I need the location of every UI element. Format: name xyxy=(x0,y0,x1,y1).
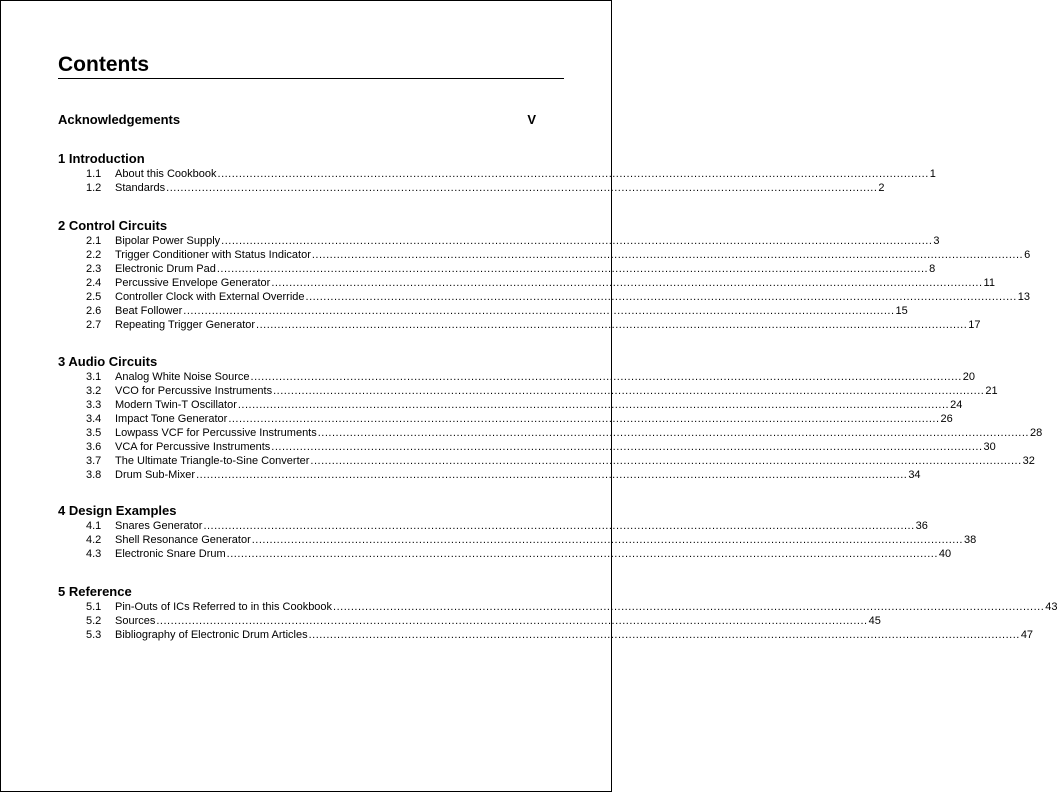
toc-entry[interactable] xyxy=(86,426,1043,440)
entry-text: Percussive Envelope Generator xyxy=(115,277,271,289)
toc-entry[interactable] xyxy=(86,181,885,195)
entry-page: 11 xyxy=(983,277,995,289)
entry-page: 21 xyxy=(985,385,998,397)
dot-leader: ........................................................................................................................................................................................................ xyxy=(196,469,908,481)
entry-page: 1 xyxy=(929,168,936,180)
entry-number: 4.3 xyxy=(86,548,102,560)
dot-leader: ........................................................................................................................................................................................................ xyxy=(311,249,1024,261)
dot-leader: ........................................................................................................................................................................................................ xyxy=(308,629,1020,641)
entry-number: 5.3 xyxy=(86,629,102,641)
entry-page: 6 xyxy=(1024,249,1031,261)
dot-leader: ........................................................................................................................................................................................................ xyxy=(183,305,895,317)
entry-number: 2.4 xyxy=(86,277,102,289)
entry-page: 47 xyxy=(1020,629,1034,641)
toc-entry[interactable] xyxy=(86,384,998,398)
entry-text: Sources xyxy=(115,615,156,627)
toc-entry[interactable] xyxy=(86,533,977,547)
dot-leader: ........................................................................................................................................................................................................ xyxy=(216,263,929,275)
entry-number: 3.2 xyxy=(86,385,102,397)
toc-entry[interactable] xyxy=(86,440,996,454)
dot-leader: ........................................................................................................................................................................................................ xyxy=(237,399,950,411)
entry-text: Shell Resonance Generator xyxy=(115,534,251,546)
entry-text: Bibliography of Electronic Drum Articles xyxy=(115,629,308,641)
entry-page: 30 xyxy=(983,441,996,453)
toc-entry[interactable] xyxy=(86,234,940,248)
toc-entry[interactable] xyxy=(86,628,1034,642)
entry-number: 3.8 xyxy=(86,469,102,481)
entry-text: Controller Clock with External Override xyxy=(115,291,305,303)
dot-leader: ........................................................................................................................................................................................................ xyxy=(203,520,915,532)
entry-page: 43 xyxy=(1045,601,1058,613)
toc-entry[interactable] xyxy=(86,547,952,561)
entry-number: 3.3 xyxy=(86,399,102,411)
entry-number: 3.6 xyxy=(86,441,102,453)
title-divider xyxy=(58,78,564,79)
toc-entry[interactable] xyxy=(86,454,1035,468)
chapter-title[interactable]: 2 Control Circuits xyxy=(58,218,168,233)
entry-number: 5.1 xyxy=(86,601,102,613)
entry-text: VCO for Percussive Instruments xyxy=(115,385,273,397)
page-title: Contents xyxy=(58,53,149,76)
dot-leader: ........................................................................................................................................................................................................ xyxy=(166,182,878,194)
entry-number: 4.2 xyxy=(86,534,102,546)
entry-text: Analog White Noise Source xyxy=(115,371,250,383)
acknowledgements-label: Acknowledgements xyxy=(58,112,181,127)
entry-text: Trigger Conditioner with Status Indicator xyxy=(115,249,311,261)
dot-leader: ........................................................................................................................................................................................................ xyxy=(217,168,929,180)
toc-entry[interactable] xyxy=(86,519,928,533)
entry-page: 8 xyxy=(929,263,936,275)
entry-number: 3.4 xyxy=(86,413,102,425)
entry-page: 38 xyxy=(963,534,977,546)
acknowledgements-page: V xyxy=(527,112,536,127)
chapter-title[interactable]: 5 Reference xyxy=(58,584,132,599)
toc-entry[interactable] xyxy=(86,248,1031,262)
dot-leader: ........................................................................................................................................................................................................ xyxy=(221,235,933,247)
dot-leader: ........................................................................................................................................................................................................ xyxy=(228,413,940,425)
entry-page: 13 xyxy=(1017,291,1030,303)
toc-entry[interactable] xyxy=(86,412,953,426)
dot-leader: ........................................................................................................................................................................................................ xyxy=(226,548,938,560)
entry-page: 26 xyxy=(940,413,953,425)
entry-text: Drum Sub-Mixer xyxy=(115,469,196,481)
dot-leader: ........................................................................................................................................................................................................ xyxy=(250,371,962,383)
toc-entry[interactable] xyxy=(86,167,936,181)
entry-text: Repeating Trigger Generator xyxy=(115,319,256,331)
entry-page: 2 xyxy=(878,182,885,194)
entry-page: 34 xyxy=(908,469,921,481)
toc-entry[interactable] xyxy=(86,276,995,290)
dot-leader: ........................................................................................................................................................................................................ xyxy=(271,441,983,453)
toc-entry[interactable] xyxy=(86,398,963,412)
entry-number: 3.7 xyxy=(86,455,102,467)
dot-leader: ........................................................................................................................................................................................................ xyxy=(251,534,963,546)
entry-text: VCA for Percussive Instruments xyxy=(115,441,271,453)
toc-entry[interactable] xyxy=(86,290,1030,304)
entry-page: 15 xyxy=(895,305,908,317)
entry-number: 2.7 xyxy=(86,319,102,331)
entry-number: 2.1 xyxy=(86,235,102,247)
entry-page: 40 xyxy=(938,548,952,560)
entry-text: Electronic Drum Pad xyxy=(115,263,216,275)
dot-leader: ........................................................................................................................................................................................................ xyxy=(333,601,1045,613)
entry-page: 20 xyxy=(962,371,975,383)
entry-number: 2.6 xyxy=(86,305,102,317)
entry-number: 3.5 xyxy=(86,427,102,439)
entry-number: 2.2 xyxy=(86,249,102,261)
entry-text: About this Cookbook xyxy=(115,168,217,180)
toc-entry[interactable] xyxy=(86,370,975,384)
toc-entry[interactable] xyxy=(86,318,981,332)
dot-leader: ........................................................................................................................................................................................................ xyxy=(271,277,983,289)
entry-text: Beat Follower xyxy=(115,305,183,317)
chapter-title[interactable]: 1 Introduction xyxy=(58,151,145,166)
toc-chapter xyxy=(58,584,1058,642)
toc-acknowledgements[interactable] xyxy=(58,112,536,127)
dot-leader: ........................................................................................................................................................................................................ xyxy=(273,385,985,397)
entry-page: 17 xyxy=(968,319,981,331)
entry-text: Impact Tone Generator xyxy=(115,413,228,425)
toc-entry[interactable] xyxy=(86,304,908,318)
entry-page: 3 xyxy=(933,235,940,247)
chapter-title[interactable]: 4 Design Examples xyxy=(58,503,177,518)
dot-leader: ........................................................................................................................................................................................................ xyxy=(310,455,1022,467)
toc-chapter xyxy=(58,503,977,561)
entry-text: Lowpass VCF for Percussive Instruments xyxy=(115,427,317,439)
entry-number: 2.5 xyxy=(86,291,102,303)
entry-text: Modern Twin-T Oscillator xyxy=(115,399,237,411)
entry-number: 3.1 xyxy=(86,371,102,383)
toc-chapter xyxy=(58,354,1043,482)
entry-text: Snares Generator xyxy=(115,520,203,532)
toc-entry[interactable] xyxy=(86,600,1058,614)
dot-leader: ........................................................................................................................................................................................................ xyxy=(305,291,1017,303)
entry-text: Pin-Outs of ICs Referred to in this Cookbook xyxy=(115,601,333,613)
toc-chapter xyxy=(58,151,936,195)
toc-entry[interactable] xyxy=(86,614,881,628)
entry-number: 4.1 xyxy=(86,520,102,532)
entry-page: 36 xyxy=(915,520,928,532)
entry-page: 45 xyxy=(868,615,881,627)
entry-number: 5.2 xyxy=(86,615,102,627)
entry-page: 24 xyxy=(950,399,963,411)
entry-number: 1.1 xyxy=(86,168,102,180)
toc-entry[interactable] xyxy=(86,262,936,276)
entry-page: 32 xyxy=(1022,455,1035,467)
entry-page: 28 xyxy=(1029,427,1043,439)
chapter-title[interactable]: 3 Audio Circuits xyxy=(58,354,158,369)
entry-text: Electronic Snare Drum xyxy=(115,548,226,560)
toc-entry[interactable] xyxy=(86,468,921,482)
dot-leader: ........................................................................................................................................................................................................ xyxy=(156,615,868,627)
toc-chapter xyxy=(58,218,1031,332)
dot-leader: ........................................................................................................................................................................................................ xyxy=(256,319,968,331)
entry-text: The Ultimate Triangle-to-Sine Converter xyxy=(115,455,310,467)
entry-number: 2.3 xyxy=(86,263,102,275)
entry-number: 1.2 xyxy=(86,182,102,194)
entry-text: Standards xyxy=(115,182,166,194)
entry-text: Bipolar Power Supply xyxy=(115,235,221,247)
dot-leader: ........................................................................................................................................................................................................ xyxy=(317,427,1029,439)
